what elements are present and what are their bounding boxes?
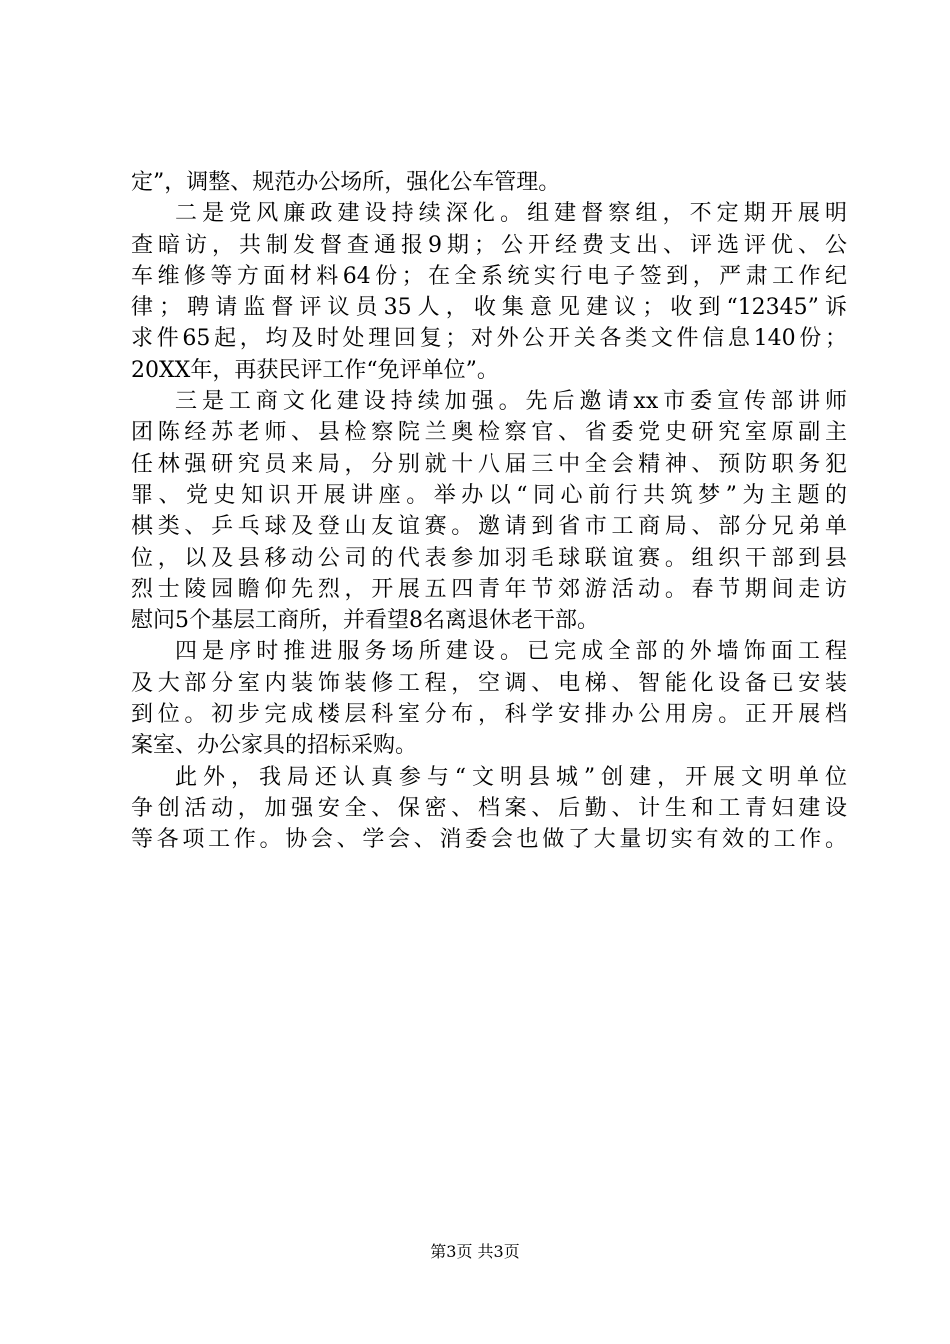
- text-line: 车维修等方面材料64份；在全系统实行电子签到，严肃工作纪: [131, 263, 847, 289]
- text-line: 案室、办公家具的招标采购。: [131, 733, 418, 759]
- text-line: 争创活动，加强安全、保密、档案、后勤、计生和工青妇建设: [131, 795, 847, 821]
- text-line: 棋类、乒乓球及登山友谊赛。邀请到省市工商局、部分兄弟单: [131, 514, 847, 540]
- text-line: 二是党风廉政建设持续深化。组建督察组，不定期开展明: [175, 201, 847, 227]
- text-line: 查暗访，共制发督查通报9期；公开经费支出、评选评优、公: [131, 232, 847, 258]
- text-line: 位，以及县移动公司的代表参加羽毛球联谊赛。组织干部到县: [131, 545, 847, 571]
- text-line: 慰问5个基层工商所，并看望8名离退休老干部。: [131, 608, 599, 634]
- text-line: 定”，调整、规范办公场所，强化公车管理。: [131, 170, 561, 195]
- text-line: 四是序时推进服务场所建设。已完成全部的外墙饰面工程: [175, 639, 847, 665]
- text-line: 团陈经苏老师、县检察院兰奥检察官、省委党史研究室原副主: [131, 420, 847, 446]
- text-line: 到位。初步完成楼层科室分布，科学安排办公用房。正开展档: [131, 702, 847, 728]
- text-line: 此外，我局还认真参与“文明县城”创建，开展文明单位: [175, 764, 847, 790]
- body-text: [131, 167, 847, 856]
- page-number-footer: 第3页 共3页: [430, 1242, 520, 1261]
- text-line: 求件65起，均及时处理回复；对外公开关各类文件信息140份；: [131, 326, 847, 352]
- text-line: 罪、党史知识开展讲座。举办以“同心前行共筑梦”为主题的: [131, 482, 847, 508]
- text-line: 20XX年，再获民评工作“免评单位”。: [131, 357, 499, 383]
- text-line: 律；聘请监督评议员35人，收集意见建议；收到“12345”诉: [131, 295, 847, 321]
- text-line: 等各项工作。协会、学会、消委会也做了大量切实有效的工作。: [131, 827, 847, 853]
- text-line: 任林强研究员来局，分别就十八届三中全会精神、预防职务犯: [131, 451, 847, 477]
- text-line: 烈士陵园瞻仰先烈，开展五四青年节郊游活动。春节期间走访: [131, 576, 847, 602]
- text-line: 三是工商文化建设持续加强。先后邀请xx市委宣传部讲师: [175, 389, 847, 415]
- text-line: 及大部分室内装饰装修工程，空调、电梯、智能化设备已安装: [131, 670, 847, 696]
